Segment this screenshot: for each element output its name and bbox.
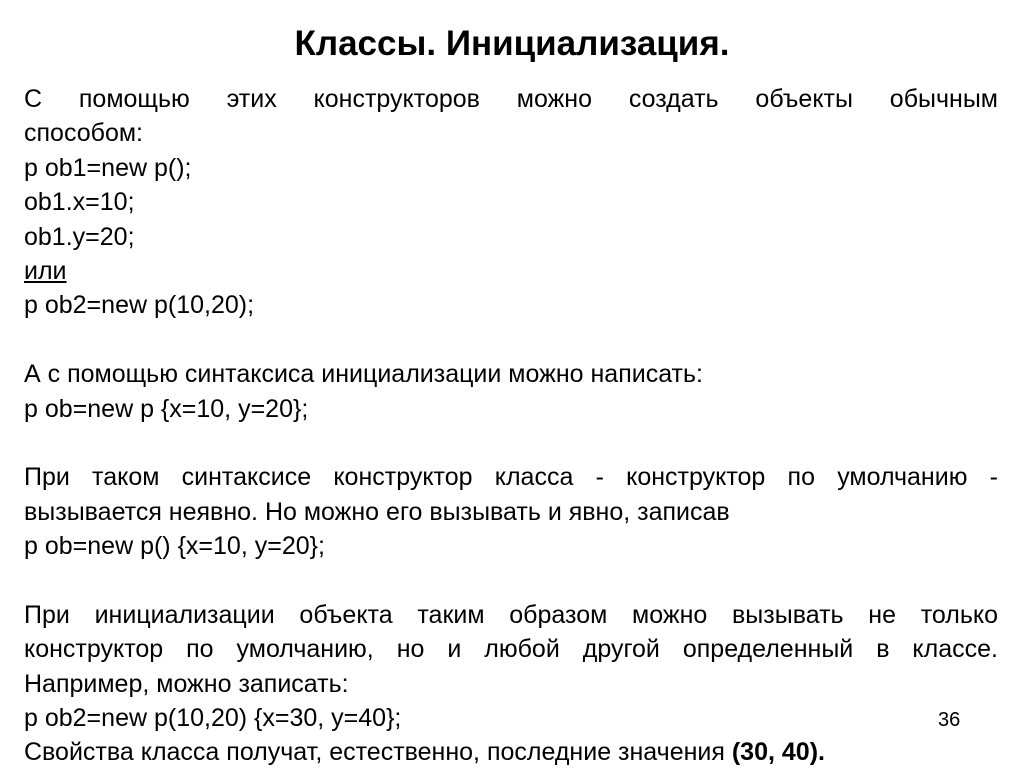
paragraph-line: А с помощью синтаксиса инициализации можно написать:	[24, 360, 703, 389]
slide-title: Классы. Инициализация.	[294, 24, 730, 63]
code-line: ob1.y=20;	[24, 222, 135, 251]
conclusion-text: Свойства класса получат, естественно, последние значения	[24, 738, 732, 767]
conclusion-values: (30, 40).	[731, 738, 825, 767]
code-line: p ob2=new p(10,20) {x=30, y=40};	[24, 704, 402, 733]
page-number: 36	[938, 709, 961, 731]
conclusion-line	[24, 735, 998, 769]
paragraph-line: Например, можно записать:	[24, 669, 349, 698]
paragraph-line: При инициализации объекта таким образом можно вызывать не только	[24, 600, 998, 629]
paragraph-line: При таком синтаксисе конструктор класса - конструктор по умолчанию -	[24, 463, 998, 492]
code-line: ob1.x=10;	[24, 188, 135, 217]
code-line: p ob=new p {x=10, y=20};	[24, 394, 309, 423]
or-line	[24, 254, 998, 288]
spacer	[24, 323, 998, 357]
spacer	[24, 563, 998, 597]
paragraph-line: способом:	[24, 119, 143, 148]
slide-content	[24, 82, 998, 770]
paragraph-line: С помощью этих конструкторов можно создать объекты обычным	[24, 85, 998, 113]
code-line: p ob=new p() {x=10, y=20};	[24, 532, 325, 561]
code-line: p ob2=new p(10,20);	[24, 291, 255, 320]
spacer	[24, 426, 998, 460]
code-line: p ob1=new p();	[24, 153, 192, 182]
or-word: или	[24, 256, 67, 285]
paragraph-line: конструктор по умолчанию, но и любой другой определенный в классе.	[24, 635, 998, 664]
paragraph-line: вызывается неявно. Но можно его вызывать и явно, записав	[24, 497, 730, 526]
